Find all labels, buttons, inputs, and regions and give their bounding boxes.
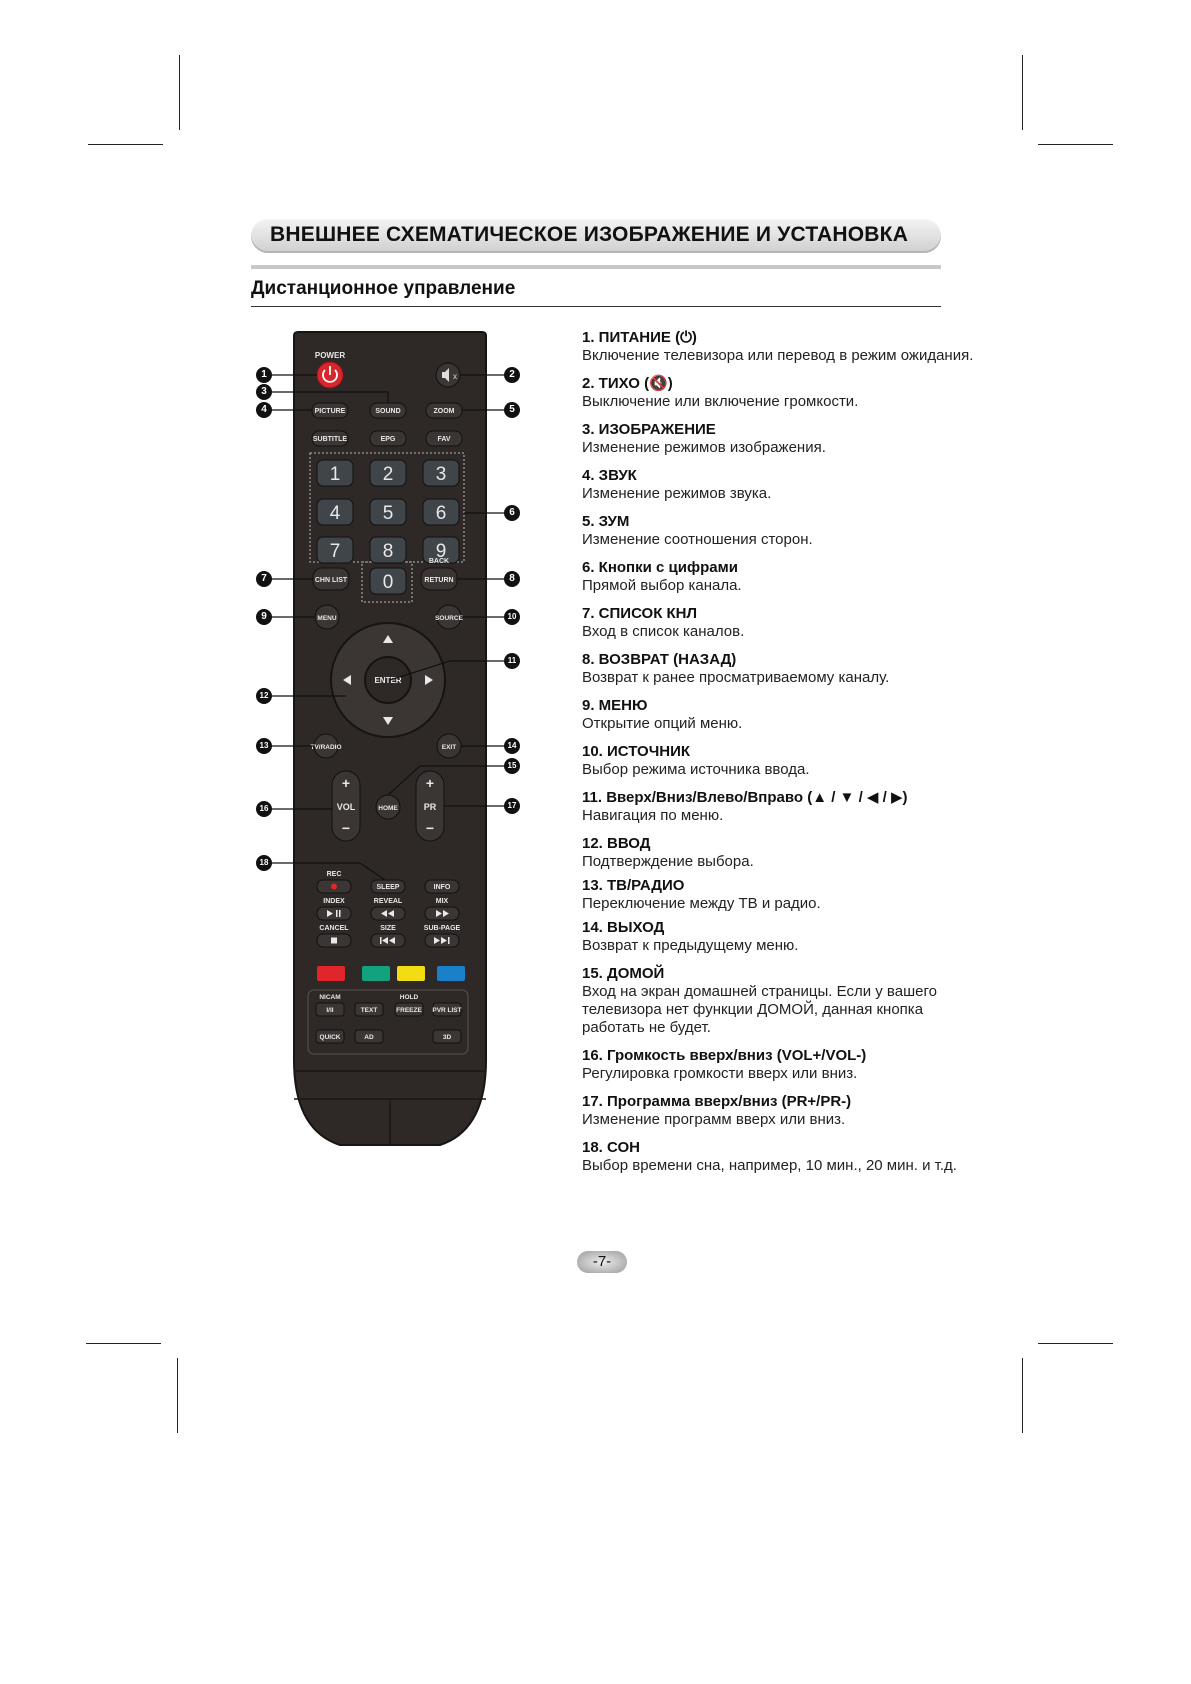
- section-subtitle: Дистанционное управление: [251, 278, 516, 299]
- rec-label: REC: [326, 871, 342, 878]
- item-title: 11. Вверх/Вниз/Влево/Вправо (▲ / ▼ / ◀ / ▶): [582, 789, 908, 806]
- item-text: Выключение или включение громкости.: [582, 393, 859, 410]
- function-description-list: [582, 329, 982, 1185]
- digit-label: 6: [435, 503, 447, 524]
- list-item: [582, 835, 982, 871]
- subtitle-rule: [251, 306, 941, 307]
- item-title: 5. ЗУМ: [582, 513, 630, 530]
- item-text: Переключение между ТВ и радио.: [582, 895, 821, 912]
- list-item: [582, 965, 982, 1037]
- title-rule: [251, 265, 941, 269]
- pr-minus-label: −: [425, 820, 435, 836]
- item-text: Подтверждение выбора.: [582, 853, 754, 870]
- item-title: 2. ТИХО (🔇): [582, 375, 673, 392]
- quick-label: QUICK: [319, 1034, 341, 1041]
- item-text: Открытие опций меню.: [582, 715, 743, 732]
- item-text: Изменение соотношения сторон.: [582, 531, 813, 548]
- item-title: 4. ЗВУК: [582, 467, 637, 484]
- item-title: 3. ИЗОБРАЖЕНИЕ: [582, 421, 716, 438]
- hold-label: HOLD: [399, 994, 419, 1001]
- item-title: 8. ВОЗВРАТ (НАЗАД): [582, 651, 737, 668]
- list-item: [582, 559, 982, 595]
- pr-plus-label: +: [425, 775, 435, 791]
- play-pause-button: [317, 907, 351, 920]
- blue-key: [437, 966, 465, 981]
- info-label: INFO: [433, 884, 451, 891]
- crop-mark: [88, 144, 163, 145]
- callout-badge: 11: [504, 653, 520, 669]
- list-item: [582, 697, 982, 733]
- callout-badge: 2: [504, 367, 520, 383]
- callout-badge: 9: [256, 609, 272, 625]
- callout-badge: 3: [256, 384, 272, 400]
- item-text: Выбор режима источника ввода.: [582, 761, 810, 778]
- item-title: 18. СОН: [582, 1139, 640, 1156]
- red-key: [317, 966, 345, 981]
- nicam-label: NICAM: [319, 994, 341, 1001]
- list-item: [582, 605, 982, 641]
- ad-label: AD: [364, 1034, 374, 1041]
- item-title: 9. МЕНЮ: [582, 697, 648, 714]
- vol-minus-label: −: [341, 820, 351, 836]
- item-title: 7. СПИСОК КНЛ: [582, 605, 698, 622]
- callout-badge: 14: [504, 738, 520, 754]
- sub-page-label: SUB-PAGE: [423, 925, 461, 932]
- zoom-label: ZOOM: [433, 408, 455, 415]
- chn-list-label: CHN LIST: [314, 577, 348, 584]
- freeze-label: FREEZE: [396, 1007, 422, 1014]
- stop-icon: [331, 938, 337, 944]
- 3d-label: 3D: [442, 1034, 452, 1041]
- crop-mark: [1038, 1343, 1113, 1344]
- svg-text:x: x: [453, 372, 457, 381]
- callout-badge: 5: [504, 402, 520, 418]
- list-item: [582, 789, 982, 825]
- rec-dot-icon: [331, 884, 337, 890]
- item-text: Прямой выбор канала.: [582, 577, 742, 594]
- item-text: Изменение режимов звука.: [582, 485, 772, 502]
- green-key: [362, 966, 390, 981]
- item-text: Возврат к предыдущему меню.: [582, 937, 799, 954]
- item-title: 17. Программа вверх/вниз (PR+/PR-): [582, 1093, 852, 1110]
- item-text: Возврат к ранее просматриваемому каналу.: [582, 669, 890, 686]
- digit-label: 0: [382, 572, 394, 593]
- return-label: RETURN: [424, 577, 454, 584]
- digit-label: 8: [382, 541, 394, 562]
- list-item: [582, 513, 982, 549]
- callout-badge: 15: [504, 758, 520, 774]
- item-title: 12. ВВОД: [582, 835, 651, 852]
- callout-badge: 8: [504, 571, 520, 587]
- epg-label: EPG: [380, 436, 396, 443]
- item-text: Вход на экран домашней страницы. Если у вашего телевизора нет функции ДОМОЙ, данная кнопка работать не будет.: [582, 983, 937, 1036]
- digit-label: 1: [329, 464, 341, 485]
- digit-label: 9: [435, 541, 447, 562]
- item-text: Навигация по меню.: [582, 807, 724, 824]
- list-item: [582, 1047, 982, 1083]
- callout-badge: 18: [256, 855, 272, 871]
- reveal-label: REVEAL: [373, 898, 403, 905]
- callout-badge: 12: [256, 688, 272, 704]
- crop-mark: [177, 1358, 178, 1433]
- list-item: [582, 743, 982, 779]
- size-label: SIZE: [380, 925, 396, 932]
- item-title: 6. Кнопки с цифрами: [582, 559, 738, 576]
- digit-label: 5: [382, 503, 394, 524]
- tv-radio-label: TV/RADIO: [310, 744, 342, 751]
- crop-mark: [86, 1343, 161, 1344]
- callout-badge: 17: [504, 798, 520, 814]
- item-title: 13. ТВ/РАДИО: [582, 877, 685, 894]
- page-title: ВНЕШНЕЕ СХЕМАТИЧЕСКОЕ ИЗОБРАЖЕНИЕ И УСТАНОВКА: [270, 223, 909, 246]
- digit-label: 7: [329, 541, 341, 562]
- page-number: -7-: [577, 1251, 627, 1273]
- picture-label: PICTURE: [314, 408, 346, 415]
- digit-label: 3: [435, 464, 447, 485]
- sleep-label: SLEEP: [376, 884, 400, 891]
- mix-label: MIX: [435, 898, 449, 905]
- list-item: [582, 651, 982, 687]
- remote-control-diagram: [250, 330, 540, 1160]
- callout-badge: 4: [256, 402, 272, 418]
- list-item: [582, 1093, 982, 1129]
- fav-label: FAV: [437, 436, 451, 443]
- digit-label: 4: [329, 503, 341, 524]
- source-label: SOURCE: [435, 615, 463, 622]
- item-title: 15. ДОМОЙ: [582, 965, 665, 982]
- item-text: Изменение программ вверх или вниз.: [582, 1111, 846, 1128]
- text-label: TEXT: [360, 1007, 378, 1014]
- enter-label: ENTER: [374, 676, 402, 685]
- digit-label: 2: [382, 464, 394, 485]
- item-text: Выбор времени сна, например, 10 мин., 20 мин. и т.д.: [582, 1157, 957, 1174]
- yellow-key: [397, 966, 425, 981]
- list-item: [582, 467, 982, 503]
- list-item: [582, 375, 982, 411]
- sound-label: SOUND: [375, 408, 401, 415]
- crop-mark: [1022, 1358, 1023, 1433]
- cancel-label: CANCEL: [319, 925, 349, 932]
- item-title: 1. ПИТАНИЕ (⏻): [582, 329, 697, 346]
- list-item: [582, 919, 982, 955]
- pvr-list-label: PVR LIST: [432, 1007, 462, 1014]
- home-label: HOME: [378, 805, 398, 812]
- item-text: Изменение режимов изображения.: [582, 439, 826, 456]
- item-title: 16. Громкость вверх/вниз (VOL+/VOL-): [582, 1047, 867, 1064]
- crop-mark: [1022, 55, 1023, 130]
- list-item: [582, 1139, 982, 1175]
- callout-badge: 13: [256, 738, 272, 754]
- power-label: POWER: [314, 351, 346, 360]
- item-title: 10. ИСТОЧНИК: [582, 743, 691, 760]
- callout-badge: 7: [256, 571, 272, 587]
- callout-badge: 10: [504, 609, 520, 625]
- index-label: INDEX: [323, 898, 345, 905]
- callout-badge: 16: [256, 801, 272, 817]
- subtitle-label: SUBTITLE: [312, 436, 348, 443]
- crop-mark: [179, 55, 180, 130]
- callout-badge: 6: [504, 505, 520, 521]
- vol-plus-label: +: [341, 775, 351, 791]
- list-item: [582, 877, 982, 913]
- pr-label: PR: [423, 802, 437, 812]
- item-text: Вход в список каналов.: [582, 623, 745, 640]
- exit-label: EXIT: [441, 744, 457, 751]
- callout-badge: 1: [256, 367, 272, 383]
- crop-mark: [1038, 144, 1113, 145]
- item-text: Включение телевизора или перевод в режим ожидания.: [582, 347, 974, 364]
- list-item: [582, 329, 982, 365]
- list-item: [582, 421, 982, 457]
- back-label: BACK: [428, 558, 450, 565]
- vol-label: VOL: [336, 802, 356, 812]
- item-title: 14. ВЫХОД: [582, 919, 665, 936]
- i-ii-label: I/II: [326, 1007, 334, 1014]
- item-text: Регулировка громкости вверх или вниз.: [582, 1065, 858, 1082]
- menu-label: MENU: [317, 615, 337, 622]
